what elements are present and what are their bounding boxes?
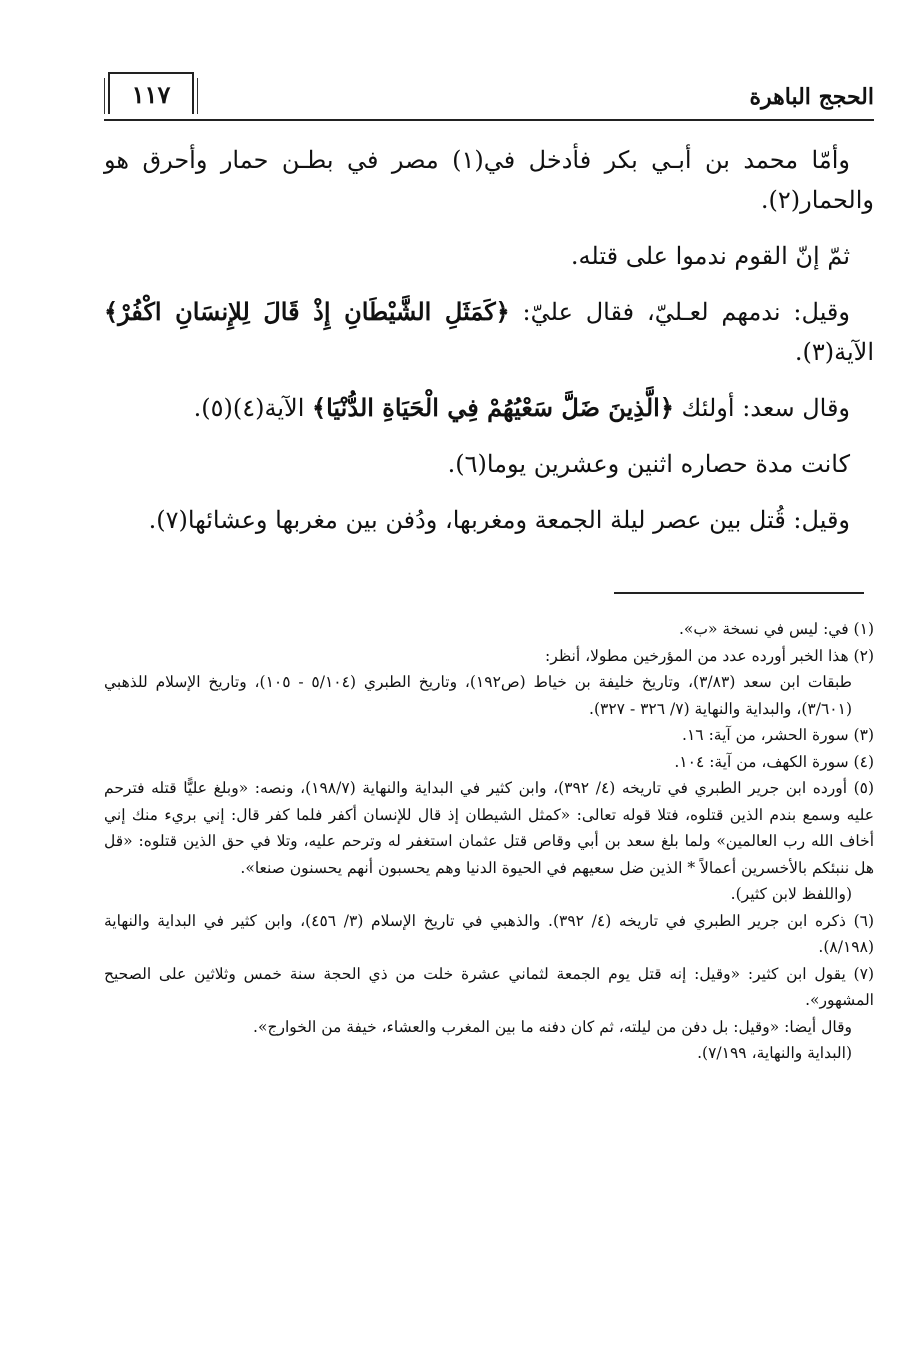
footnote-5-note: (واللفظ لابن كثير). — [730, 885, 852, 903]
footnote-5: (٥) أورده ابن جرير الطبري في تاريخه (٤/ ٣٩٢)، وابن كثير في البداية والنهاية (١٩٨/٧)، ونصه: «وبلغ عليًّا قتله فترحم عليه وسمع بندم الذين قتلوه، فتلا قوله تعالى: «كمثل الشيطان إذ قال للإنسان أكفر فلما كفر قال: إني بريء منك إني أخاف الله رب العالمين» ولما بلغ سعد بن أبي وقاص قتل عثمان استغفر له وترحم عليه، وتلا في حق الذين قتلوه: «قل هل ننبئكم بالأخسرين أعمالاً * الذين ضل سعيهم في الحيوة الدنيا وهم يحسبون أنهم يحسنون صنعا». — [104, 779, 875, 877]
paragraph-5: كانت مدة حصاره اثنين وعشرين يوما(٦). — [447, 450, 850, 478]
paragraph-4-intro: وقال سعد: أولئك — [673, 394, 850, 422]
paragraph-3 — [104, 292, 874, 372]
header-rule — [104, 119, 874, 121]
paragraph-3-intro: وقيل: ندمهم لعـليّ، فقال عليّ: — [509, 298, 850, 326]
quran-verse-hashr: ﴿كَمَثَلِ الشَّيْطَانِ إِذْ قَالَ لِلإِنسَانِ اكْفُرْ﴾ — [104, 297, 510, 326]
footnote-7-quote: وقال أيضا: «وقيل: بل دفن من ليلته، ثم كان دفنه ما بين المغرب والعشاء، خيفة من الخوارج». — [253, 1017, 852, 1036]
footnote-7-source: (البداية والنهاية، ٧/١٩٩). — [697, 1044, 852, 1062]
paragraph-4-end: الآية(٤)(٥). — [193, 394, 313, 422]
page-number: ١١٧ — [131, 80, 171, 109]
footnote-2-sources: طبقات ابن سعد (٣/٨٣)، وتاريخ خليفة بن خياط (ص١٩٢)، وتاريخ الطبري (٥/١٠٤ - ١٠٥)، وتاريخ الإسلام للذهبي (٣/٦٠١)، والبداية والنهاية (٧/ ٣٢٦ - ٣٢٧). — [104, 673, 852, 718]
running-header-title: الحجج الباهرة — [749, 84, 874, 110]
paragraph-3-end: الآية(٣). — [794, 338, 874, 366]
footnote-7: (٧) يقول ابن كثير: «وقيل: إنه قتل يوم الجمعة لثماني عشرة خلت من ذي الحجة سنة خمس وثلاثين على الصحيح المشهور». — [104, 964, 874, 1009]
footnote-4: (٤) سورة الكهف، من آية: ١٠٤. — [674, 752, 874, 771]
paragraph-2: ثمّ إنّ القوم ندموا على قتله. — [570, 242, 850, 270]
footnotes — [104, 616, 874, 1067]
footnote-1: (١) في: ليس في نسخة «ب». — [678, 620, 874, 638]
footnote-2: (٢) هذا الخبر أورده عدد من المؤرخين مطولا، أنظر: — [545, 646, 874, 665]
paragraph-1: وأمّا محمد بن أبـي بكر فأدخل في(١) مصر في بطـن حمار وأحرق هو والحمار(٢). — [104, 146, 874, 214]
quran-verse-kahf: ﴿الَّذِينَ ضَلَّ سَعْيُهُمْ فِي الْحَيَاةِ الدُّنْيَا﴾ — [312, 393, 674, 422]
footnote-3: (٣) سورة الحشر، من آية: ١٦. — [682, 726, 874, 744]
main-text — [104, 140, 874, 556]
footnote-separator — [614, 592, 864, 594]
page-number-box — [108, 72, 194, 114]
paragraph-6: وقيل: قُتل بين عصر ليلة الجمعة ومغربها، ودُفن بين مغربها وعشائها(٧). — [148, 506, 850, 534]
footnote-6: (٦) ذكره ابن جرير الطبري في تاريخه (٤/ ٣٩٢). والذهبي في تاريخ الإسلام (٣/ ٤٥٦)، وابن كثير في البداية والنهاية (٨/١٩٨). — [104, 911, 875, 956]
paragraph-4 — [104, 388, 874, 428]
